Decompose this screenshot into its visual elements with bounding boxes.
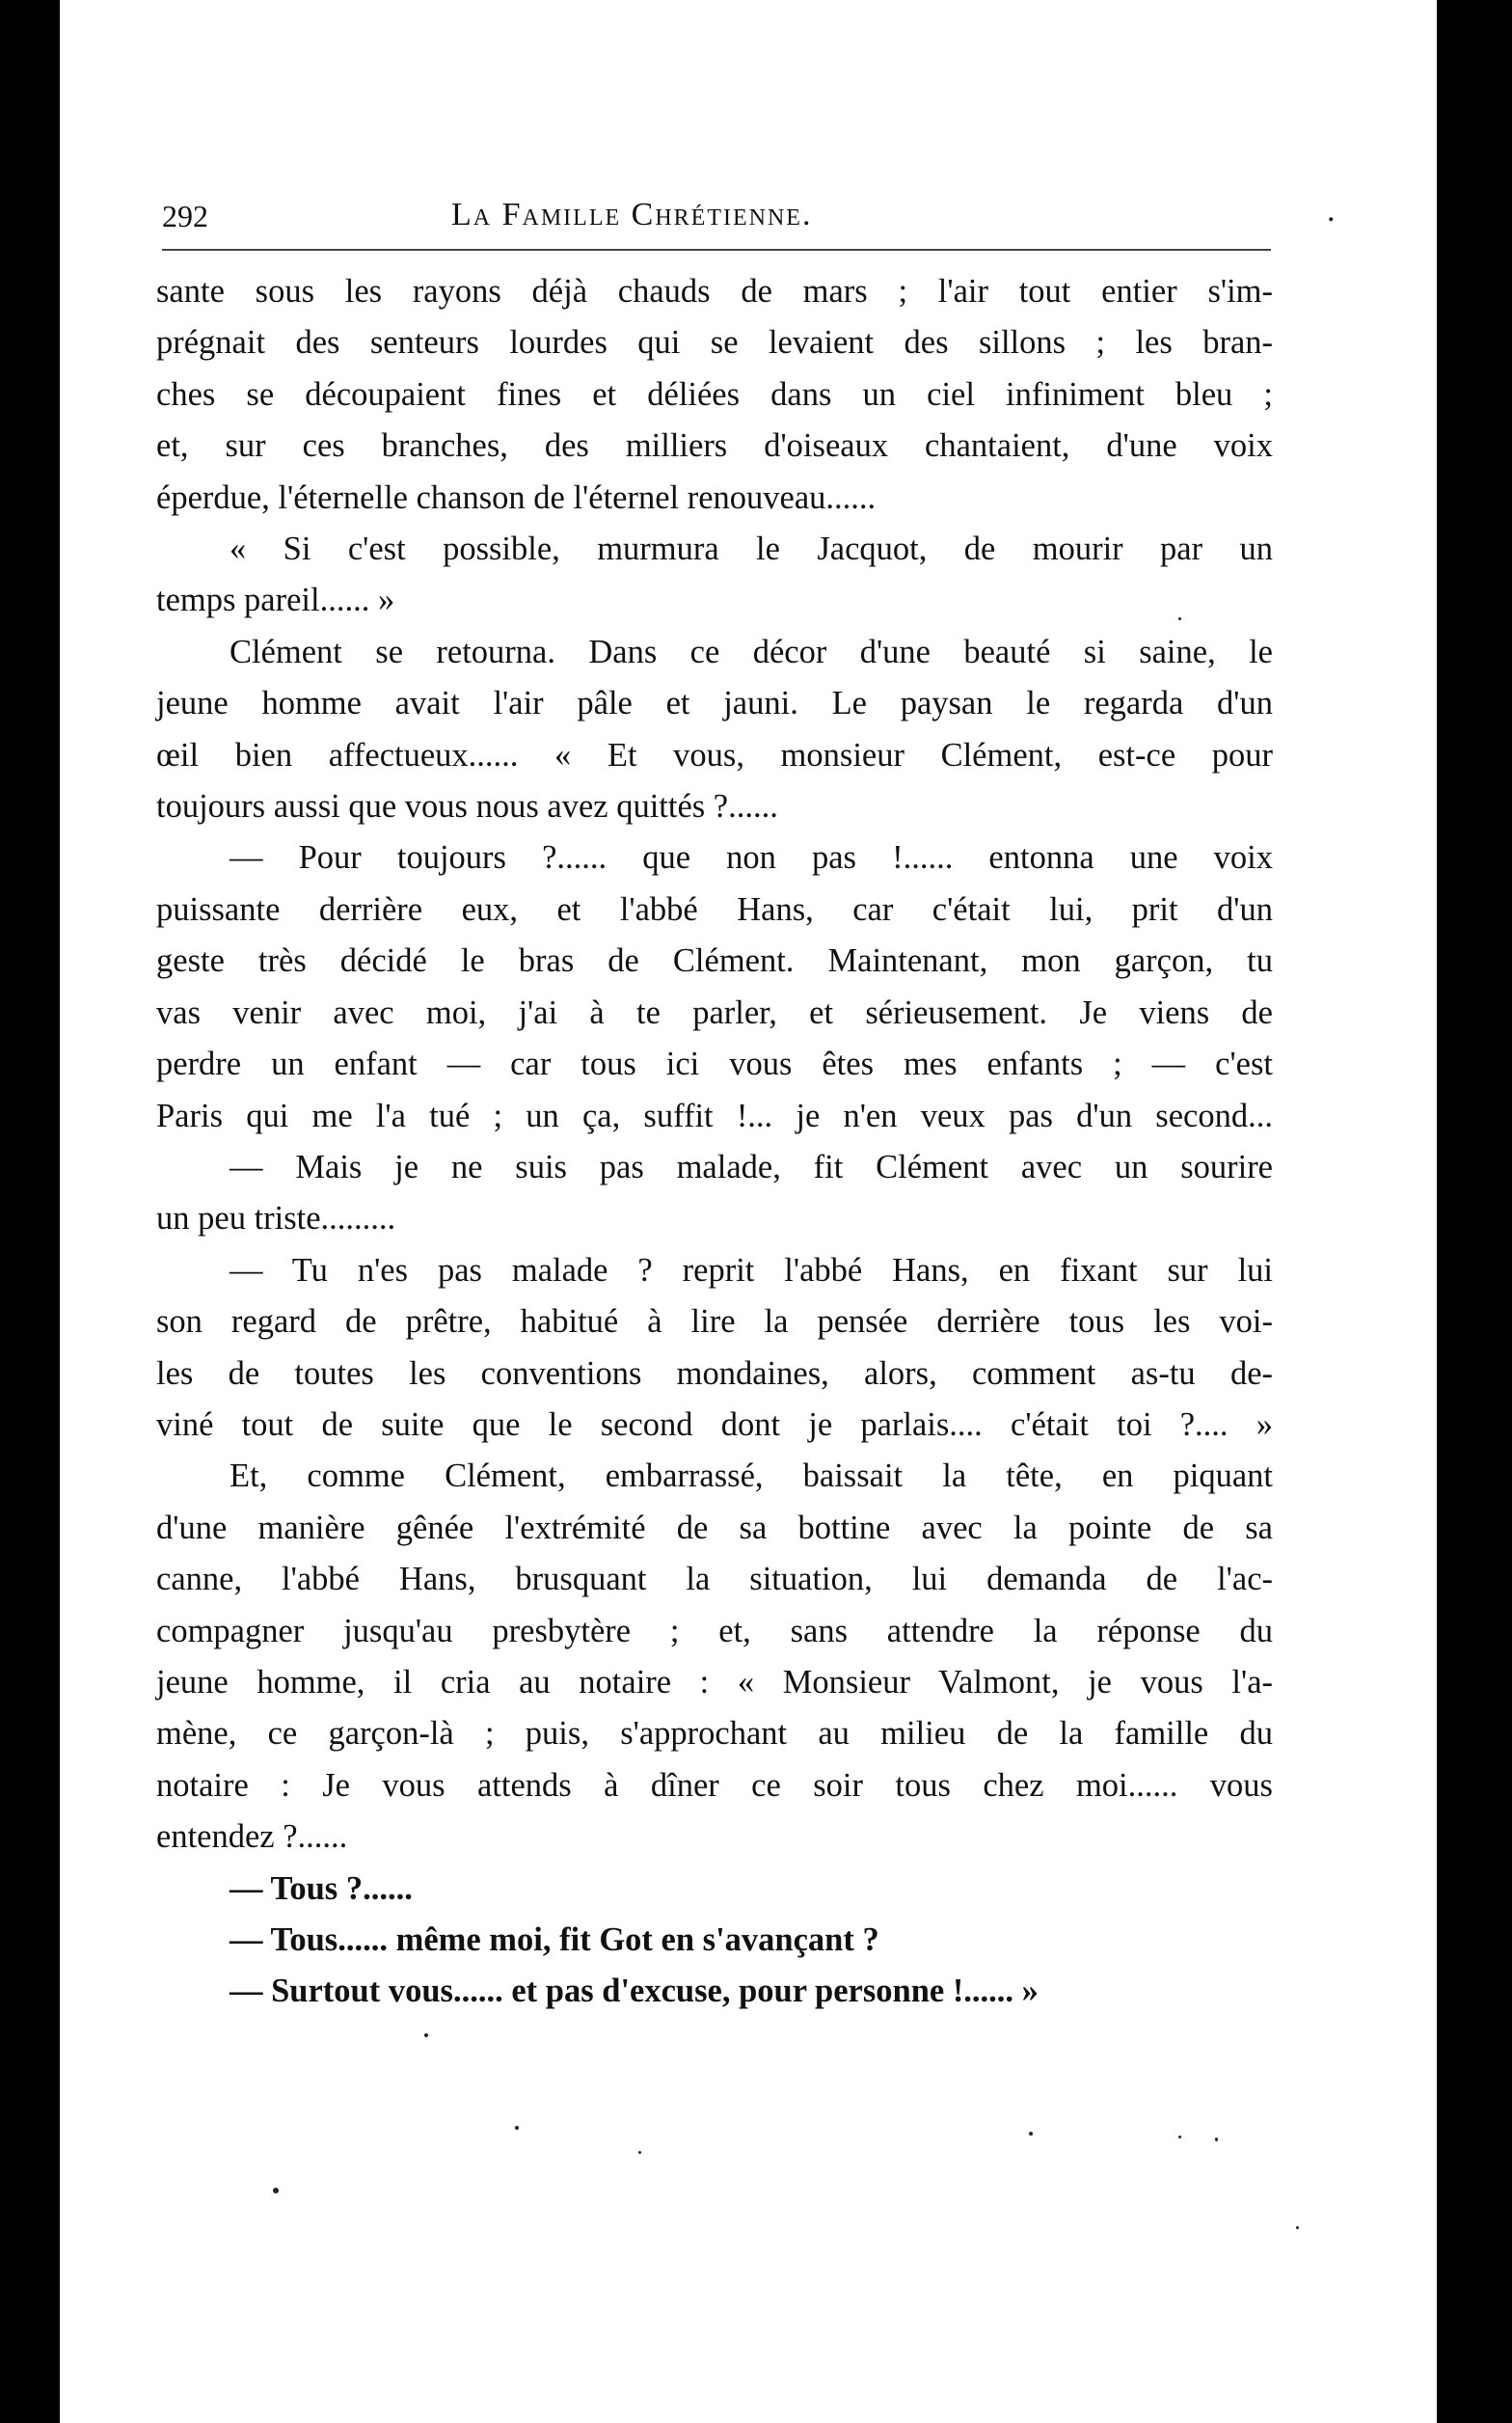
text-line: éperdue, l'éternelle chanson de l'éternel renouveau...... [156,478,877,516]
text-line: les de toutes les conventions mondaines, alors, comment as-tu de- [156,1354,1273,1392]
text-line: son regard de prêtre, habitué à lire la pensée derrière tous les voi- [156,1303,1273,1341]
ink-speck [638,2151,641,2154]
ink-speck [515,2126,519,2130]
text-line: — Tous ?...... [230,1869,413,1907]
text-line: Et, comme Clément, embarrassé, baissait la tête, en piquant [230,1457,1273,1495]
text-line: Clément se retourna. Dans ce décor d'une beauté si saine, le [230,633,1273,670]
text-line: mène, ce garçon-là ; puis, s'approchant au milieu de la famille du [156,1715,1273,1753]
text-line: jeune homme, il cria au notaire : « Monsieur Valmont, je vous l'a- [156,1663,1273,1701]
ink-speck [1215,2137,1218,2141]
ink-speck [424,2033,428,2037]
page-number: 292 [162,199,208,233]
text-line: ches se découpaient fines et déliées dans un ciel infiniment bleu ; [156,375,1273,413]
ink-speck [1296,2226,1299,2229]
text-line: perdre un enfant — car tous ici vous êtes mes enfants ; — c'est [156,1046,1273,1083]
text-line: œil bien affectueux...... « Et vous, monsieur Clément, est-ce pour [156,736,1273,774]
text-line: temps pareil...... » [156,582,395,619]
text-line: — Pour toujours ?...... que non pas !...... entonna une voix [230,839,1273,877]
text-line: — Surtout vous...... et pas d'excuse, pour personne !...... » [230,1973,1039,2010]
text-line: — Tu n'es pas malade ? reprit l'abbé Hans, en fixant sur lui [230,1251,1273,1289]
text-line: compagner jusqu'au presbytère ; et, sans attendre la réponse du [156,1612,1273,1649]
text-line: un peu triste......... [156,1200,396,1238]
header-rule [162,249,1271,251]
running-title: La Famille Chrétienne. [451,197,813,232]
text-line: puissante derrière eux, et l'abbé Hans, car c'était lui, prit d'un [156,890,1273,928]
text-line: — Mais je ne suis pas malade, fit Clément avec un sourire [230,1148,1273,1185]
text-line: geste très décidé le bras de Clément. Maintenant, mon garçon, tu [156,942,1273,980]
text-line: toujours aussi que vous nous avez quittés ?...... [156,788,778,826]
text-line: notaire : Je vous attends à dîner ce soir tous chez moi...... vous [156,1766,1273,1804]
text-line: canne, l'abbé Hans, brusquant la situation, lui demanda de l'ac- [156,1561,1273,1598]
header-dot: . [1327,193,1336,229]
text-line: sante sous les rayons déjà chauds de mars ; l'air tout entier s'im- [156,273,1273,310]
text-line: d'une manière gênée l'extrémité de sa bottine avec la pointe de sa [156,1509,1273,1546]
text-line: et, sur ces branches, des milliers d'oiseaux chantaient, d'une voix [156,427,1273,465]
text-line: « Si c'est possible, murmura le Jacquot, de mourir par un [230,531,1273,568]
ink-speck [1178,2136,1181,2138]
text-line: entendez ?...... [156,1818,348,1856]
text-line: vas venir avec moi, j'ai à te parler, et sérieusement. Je viens de [156,994,1273,1031]
text-line: viné tout de suite que le second dont je parlais.... c'était toi ?.... » [156,1405,1273,1443]
text-line: prégnait des senteurs lourdes qui se levaient des sillons ; les bran- [156,324,1273,362]
body-text [156,266,1273,2018]
text-line: jeune homme avait l'air pâle et jauni. Le paysan le regarda d'un [156,685,1273,722]
text-line: Paris qui me l'a tué ; un ça, suffit !... je n'en veux pas d'un second... [156,1097,1273,1134]
text-line: — Tous...... même moi, fit Got en s'avançant ? [230,1921,879,1958]
ink-speck [1029,2132,1033,2136]
ink-speck [273,2188,279,2193]
page-header [162,193,1336,251]
